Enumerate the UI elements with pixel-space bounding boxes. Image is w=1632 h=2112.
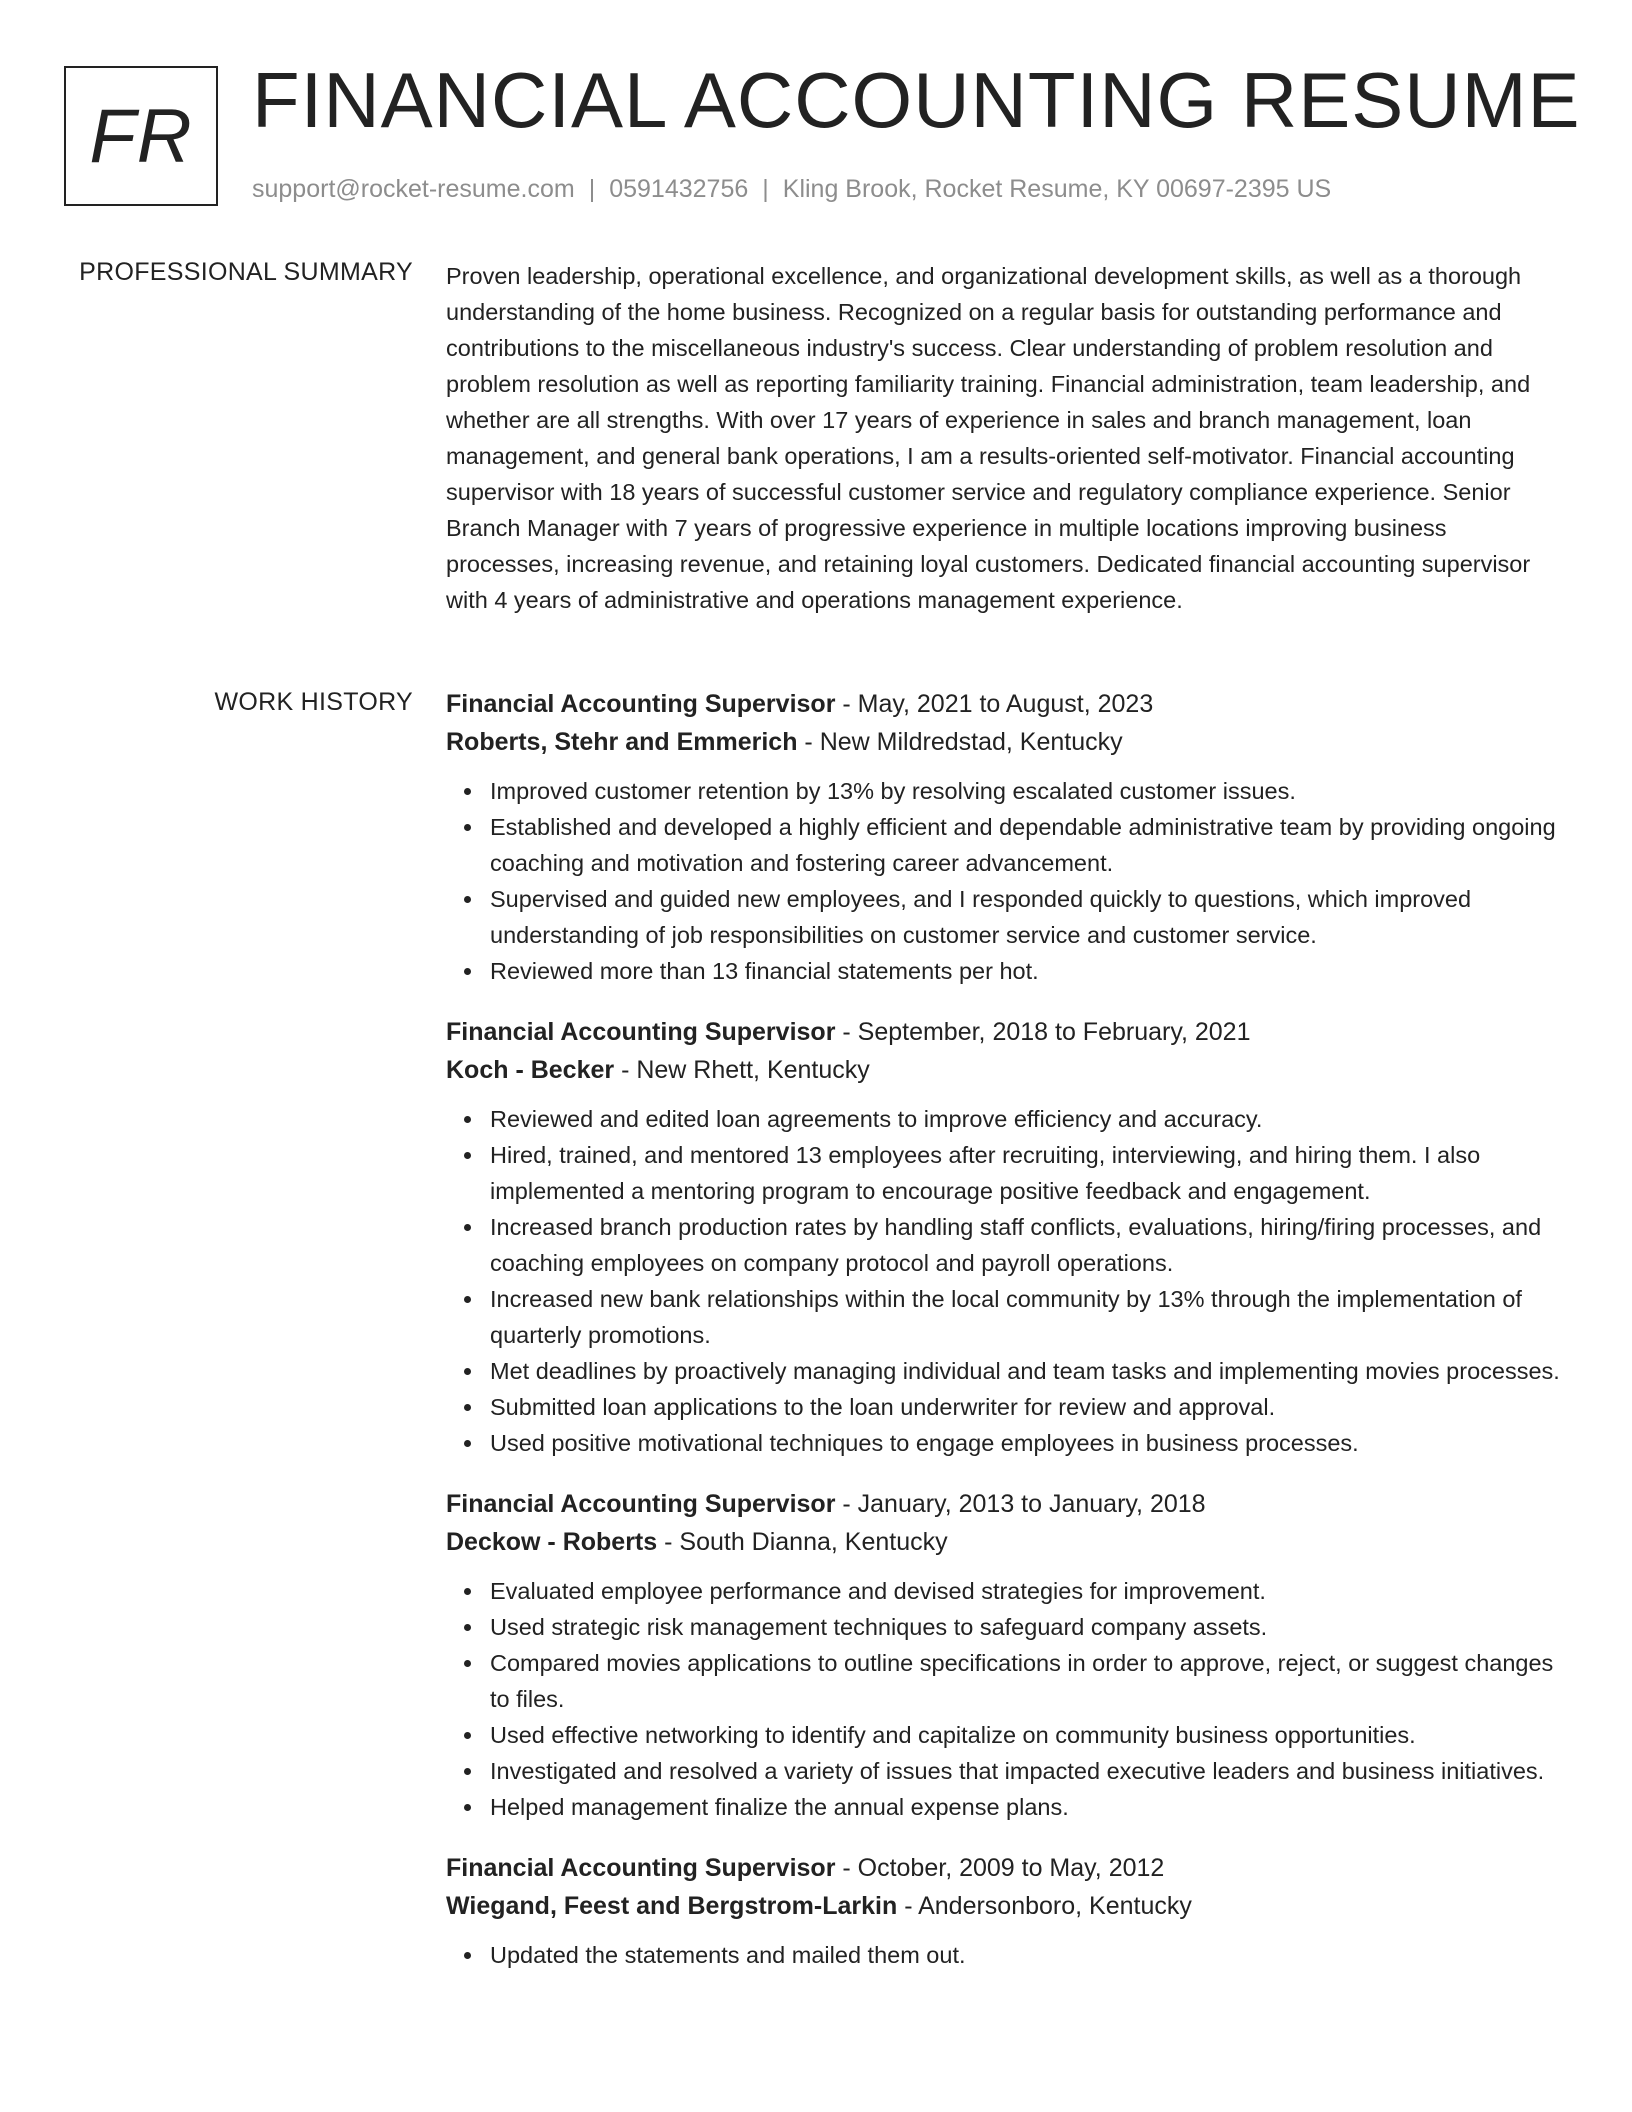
job-company-line — [446, 1887, 1564, 1925]
job-entry — [446, 1013, 1564, 1461]
job-title: Financial Accounting Supervisor — [446, 690, 836, 718]
job-title-line — [446, 1485, 1564, 1523]
summary-text: Proven leadership, operational excellence, and organizational development skills, as well as a thorough understanding of the home business. Recognized on a regular basis for outstanding performance and contributions to the miscellaneous industry's success. Clear understanding of problem resolution and problem resolution as well as reporting familiarity training. Financial administration, team leadership, and whether are all strengths. With over 17 years of experience in sales and branch management, loan management, and general bank operations, I am a results-oriented self-motivator. Financial accounting supervisor with 18 years of successful customer service and regulatory compliance experience. Senior Branch Manager with 7 years of progressive experience in multiple locations improving business processes, increasing revenue, and retaining loyal customers. Dedicated financial accounting supervisor with 4 years of administrative and operations management experience. — [446, 263, 1531, 613]
job-bullets — [446, 1101, 1564, 1461]
list-item: Evaluated employee performance and devised strategies for improvement. — [490, 1573, 1564, 1609]
job-entry — [446, 1485, 1564, 1825]
list-item: Used effective networking to identify and capitalize on community business opportunities. — [490, 1717, 1564, 1753]
list-item: Submitted loan applications to the loan underwriter for review and approval. — [490, 1389, 1564, 1425]
list-item: Increased new bank relationships within the local community by 13% through the implementation of quarterly promotions. — [490, 1281, 1564, 1353]
job-company: Roberts, Stehr and Emmerich — [446, 728, 798, 756]
job-dates: - October, 2009 to May, 2012 — [835, 1854, 1165, 1882]
job-dates: - May, 2021 to August, 2023 — [835, 690, 1154, 718]
resume-title: FINANCIAL ACCOUNTING RESUME — [252, 56, 1581, 144]
job-company: Koch - Becker — [446, 1056, 615, 1084]
job-title: Financial Accounting Supervisor — [446, 1490, 836, 1518]
list-item: Met deadlines by proactively managing individual and team tasks and implementing movies processes. — [490, 1353, 1564, 1389]
list-item: Used strategic risk management techniques to safeguard company assets. — [490, 1609, 1564, 1645]
contact-line — [252, 175, 1331, 204]
contact-separator: | — [762, 175, 769, 203]
job-company: Deckow - Roberts — [446, 1528, 658, 1556]
job-title-line — [446, 1013, 1564, 1051]
summary-section — [446, 258, 1564, 618]
list-item: Established and developed a highly efficient and dependable administrative team by providing ongoing coaching and motivation and fostering career advancement. — [490, 809, 1564, 881]
list-item: Reviewed and edited loan agreements to improve efficiency and accuracy. — [490, 1101, 1564, 1137]
contact-address: Kling Brook, Rocket Resume, KY 00697-2395 US — [782, 175, 1332, 203]
contact-separator: | — [588, 175, 596, 203]
contact-phone: 0591432756 — [609, 175, 749, 203]
job-title: Financial Accounting Supervisor — [446, 1018, 836, 1046]
list-item: Investigated and resolved a variety of issues that impacted executive leaders and business initiatives. — [490, 1753, 1564, 1789]
job-dates: - January, 2013 to January, 2018 — [835, 1490, 1206, 1518]
summary-section-label: PROFESSIONAL SUMMARY — [79, 258, 413, 286]
job-location: - Andersonboro, Kentucky — [897, 1892, 1192, 1920]
list-item: Increased branch production rates by handling staff conflicts, evaluations, hiring/firing processes, and coaching employees on company protocol and payroll operations. — [490, 1209, 1564, 1281]
work-history-section-label: WORK HISTORY — [214, 688, 413, 716]
job-location: - New Rhett, Kentucky — [614, 1056, 870, 1084]
list-item: Helped management finalize the annual expense plans. — [490, 1789, 1564, 1825]
job-bullets — [446, 773, 1564, 989]
list-item: Reviewed more than 13 financial statements per hot. — [490, 953, 1564, 989]
job-company-line — [446, 1051, 1564, 1089]
contact-email: support@rocket-resume.com — [252, 175, 575, 203]
job-entry — [446, 1849, 1564, 1973]
list-item: Compared movies applications to outline specifications in order to approve, reject, or suggest changes to files. — [490, 1645, 1564, 1717]
monogram-logo: FR — [64, 66, 218, 206]
list-item: Updated the statements and mailed them out. — [490, 1937, 1564, 1973]
job-title-line — [446, 1849, 1564, 1887]
job-title: Financial Accounting Supervisor — [446, 1854, 836, 1882]
job-dates: - September, 2018 to February, 2021 — [835, 1018, 1251, 1046]
job-company-line — [446, 723, 1564, 761]
job-bullets — [446, 1573, 1564, 1825]
job-bullets — [446, 1937, 1564, 1973]
job-title-line — [446, 685, 1564, 723]
list-item: Improved customer retention by 13% by resolving escalated customer issues. — [490, 773, 1564, 809]
list-item: Used positive motivational techniques to engage employees in business processes. — [490, 1425, 1564, 1461]
job-entry — [446, 685, 1564, 989]
list-item: Supervised and guided new employees, and I responded quickly to questions, which improved understanding of job responsibilities on customer service and customer service. — [490, 881, 1564, 953]
job-location: - New Mildredstad, Kentucky — [797, 728, 1123, 756]
list-item: Hired, trained, and mentored 13 employees after recruiting, interviewing, and hiring them. I also implemented a mentoring program to encourage positive feedback and engagement. — [490, 1137, 1564, 1209]
job-location: - South Dianna, Kentucky — [657, 1528, 948, 1556]
job-company: Wiegand, Feest and Bergstrom-Larkin — [446, 1892, 898, 1920]
work-history-section — [446, 685, 1564, 1997]
job-company-line — [446, 1523, 1564, 1561]
